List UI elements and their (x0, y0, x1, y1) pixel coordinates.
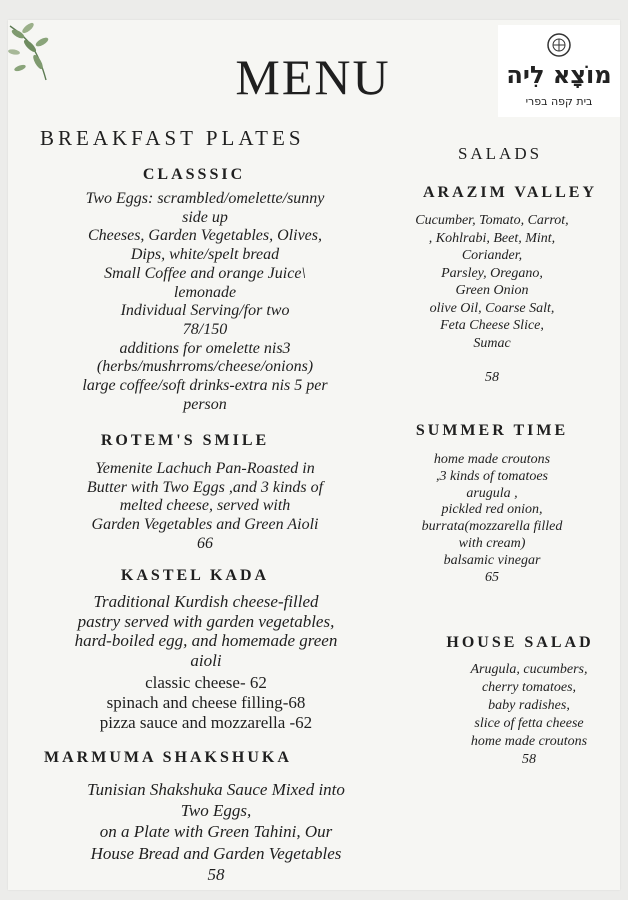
kastel-name: KASTEL KADA (120, 567, 270, 584)
house-salad-name: HOUSE SALAD (446, 634, 594, 651)
kastel-options: classic cheese- 62 spinach and cheese filling-68 pizza sauce and mozzarella -62 (99, 673, 313, 732)
arazim-description: Cucumber, Tomato, Carrot, , Kohlrabi, Beet, Mint, Coriander, Parsley, Oregano, Green Onion olive Oil, Coarse Salt, Feta Cheese Slice, Sumac (415, 213, 569, 351)
rotem-name: ROTEM'S SMILE (100, 432, 270, 449)
logo-tagline-text: בית קפה בפרי (525, 95, 593, 108)
house-salad-description: Arugula, cucumbers, cherry tomatoes, baby radishes, slice of fetta cheese home made croutons 58 (470, 662, 588, 767)
kastel-description: Traditional Kurdish cheese-filled pastry served with garden vegetables, hard-boiled egg, and homemade green aioli (74, 592, 338, 670)
menu-title: MENU (235, 49, 391, 105)
classic-description: Two Eggs: scrambled/omelette/sunny side up Cheeses, Garden Vegetables, Olives, Dips, white/spelt bread Small Coffee and orange Juice\ lemonade Individual Serving/for two 78/150 additions for omelette nis3 (herbs/mushrroms/cheese/onions) large coffee/soft drinks-extra nis 5 per person (82, 190, 328, 413)
summer-name: SUMMER TIME (415, 422, 569, 439)
classic-name: CLASSSIC (142, 166, 246, 183)
salads-heading: SALADS (457, 144, 543, 163)
cafe-logo (498, 25, 620, 117)
marmuma-description: Tunisian Shakshuka Sauce Mixed into Two Eggs, on a Plate with Green Tahini, Our House Bread and Garden Vegetables 58 (87, 780, 345, 884)
rotem-description: Yemenite Lachuch Pan-Roasted in Butter with Two Eggs ,and 3 kinds of melted cheese, served with Garden Vegetables and Green Aioli 66 (86, 460, 324, 552)
arazim-name: ARAZIM VALLEY (423, 184, 597, 201)
summer-description: home made croutons ,3 kinds of tomatoes arugula , pickled red onion, burrata(mozzarella filled with cream) balsamic vinegar 65 (421, 452, 563, 585)
leaf-decoration-icon (8, 20, 68, 90)
logo-name-text: מוֹצָא לִיה (506, 61, 612, 89)
marmuma-name: MARMUMA SHAKSHUKA (44, 749, 292, 766)
breakfast-heading: BREAKFAST PLATES (40, 126, 305, 150)
arazim-price: 58 (485, 370, 499, 385)
